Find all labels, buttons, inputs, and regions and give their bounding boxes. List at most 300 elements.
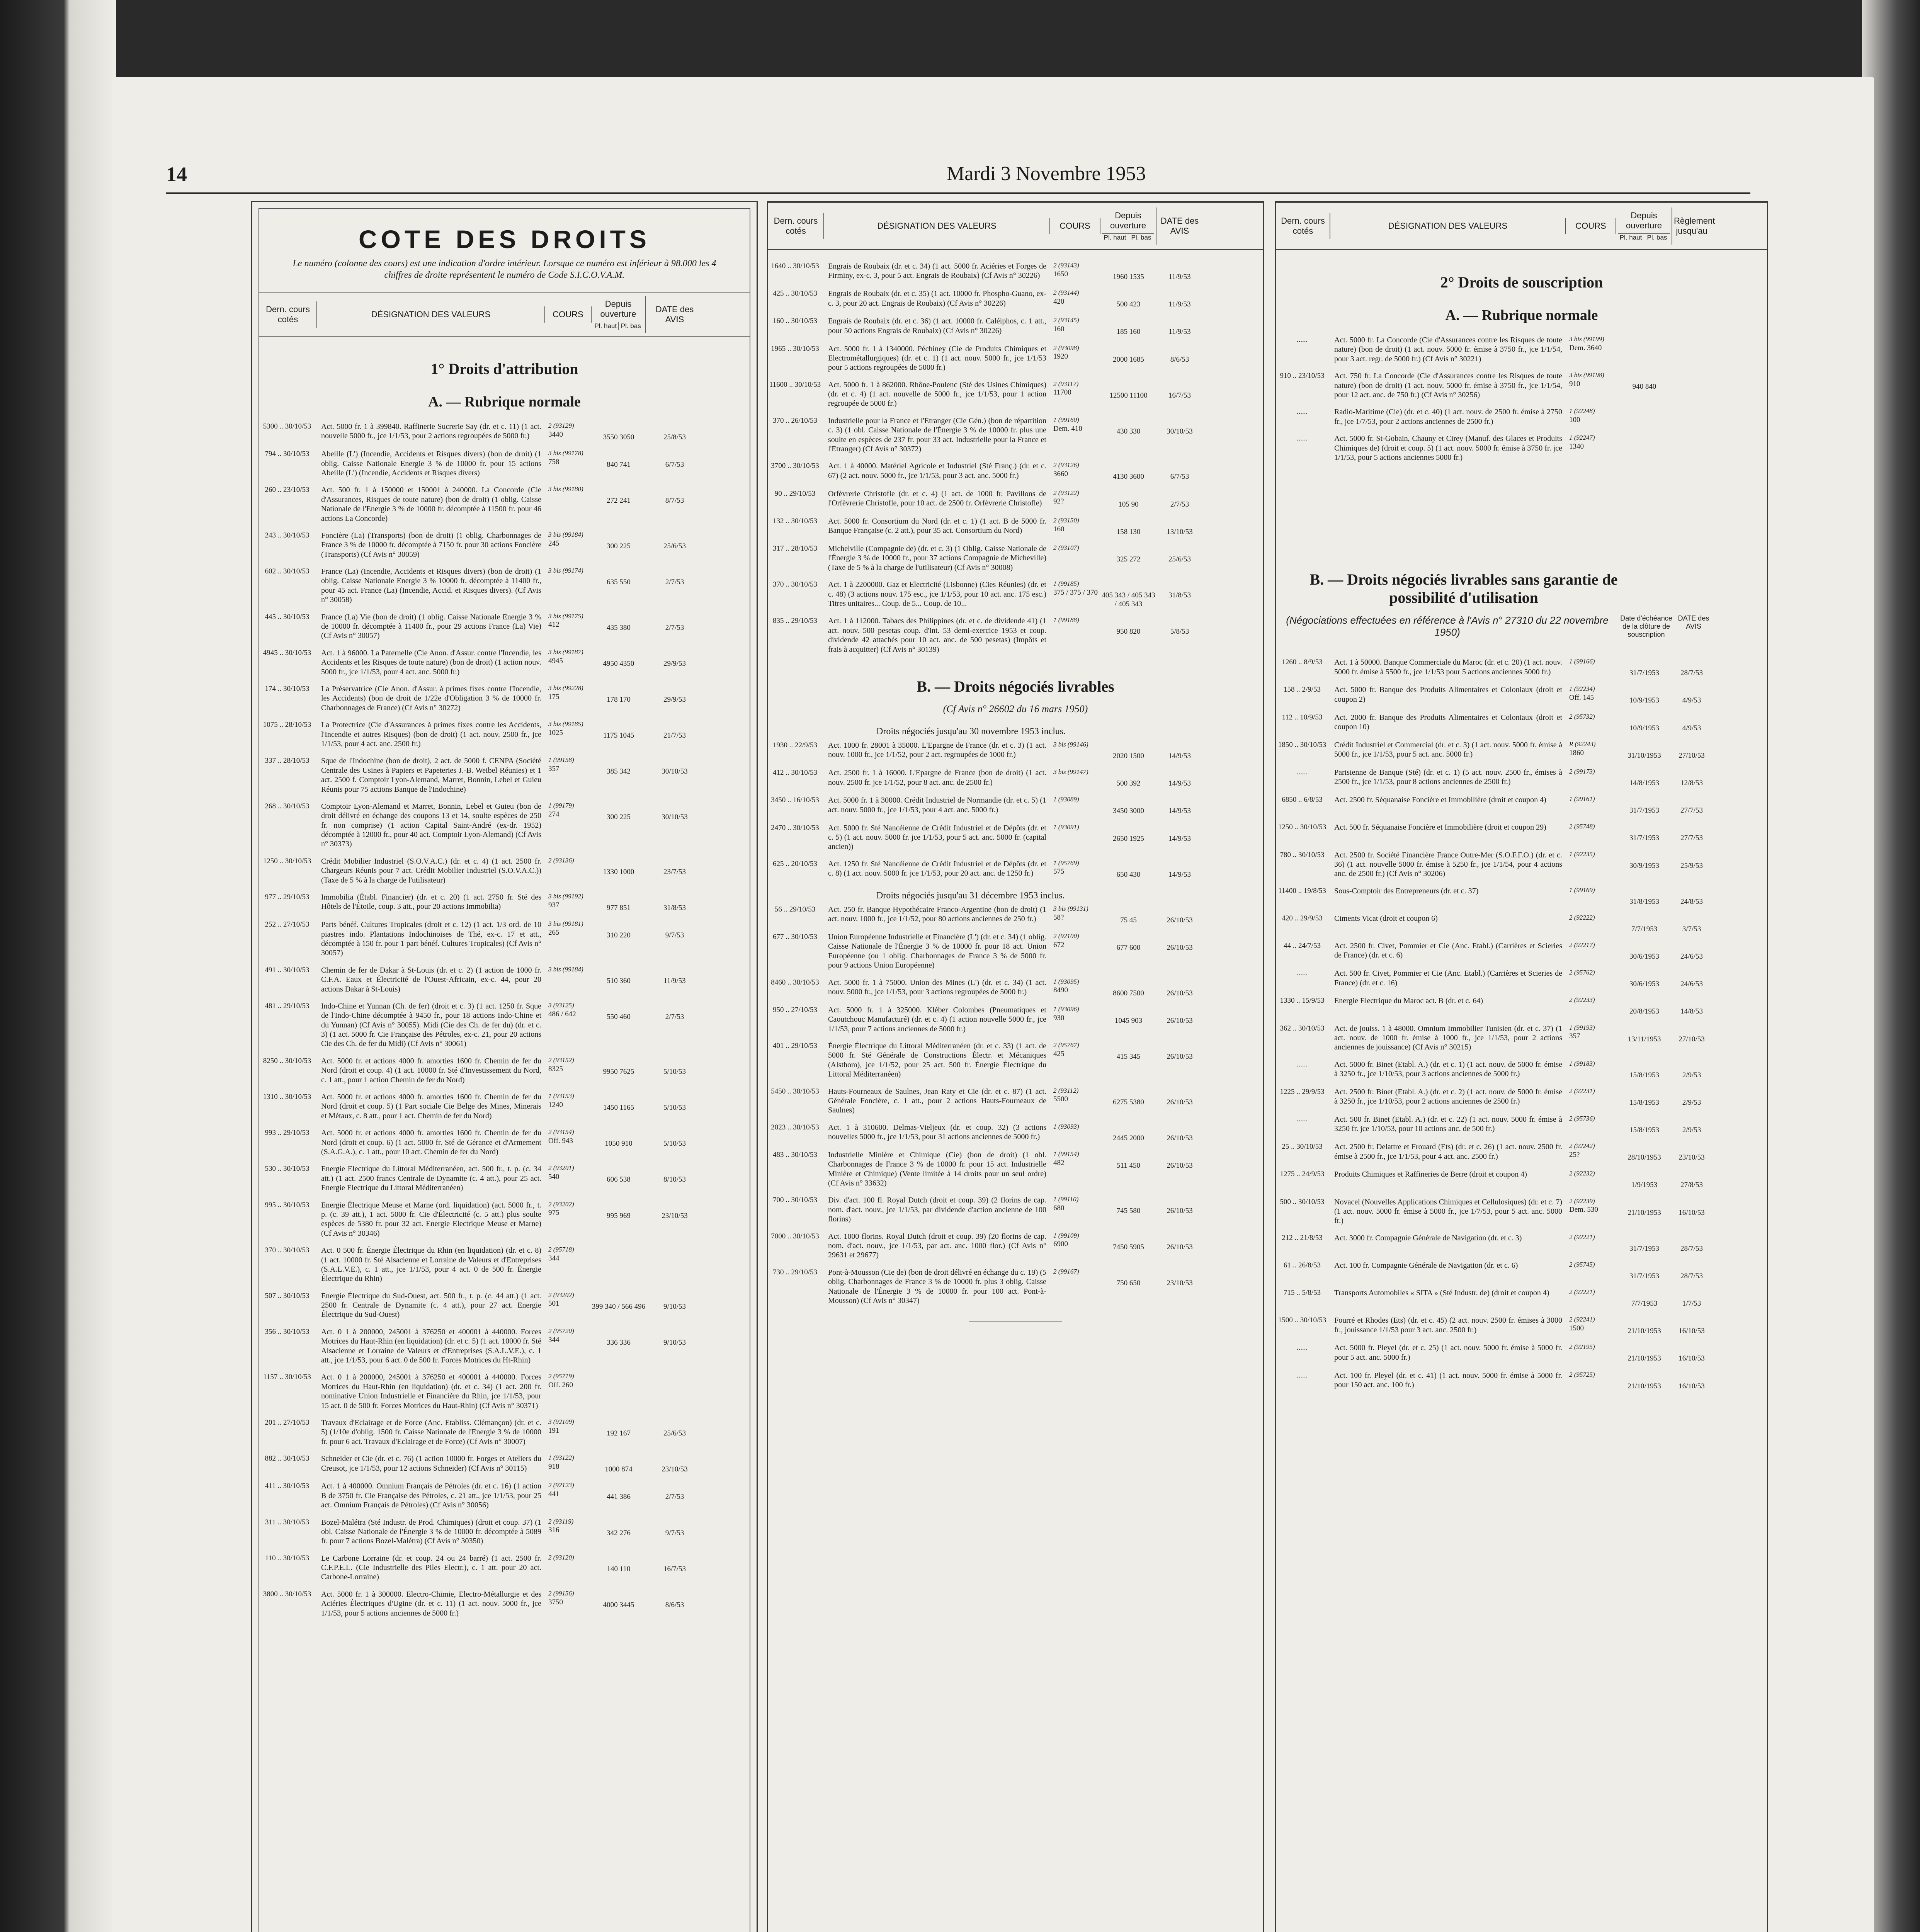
designation: Act. 1000 fr. 28001 à 35000. L'Epargne de France (dr. et c. 3) (1 act. nouv. 1000 fr., jce 1/1/52, pour 2 act. regroupées de 1000 fr.): [828, 741, 1046, 759]
dern-cours: 110 .. 30/10/53: [265, 1554, 310, 1562]
cours-cell: [1566, 1087, 1616, 1107]
code-number: 3 bis (99198): [1569, 371, 1604, 379]
table-header: [768, 202, 1263, 250]
cours-cell: [1566, 658, 1616, 677]
cours-cell: [1566, 914, 1616, 934]
date-avis: 4/9/53: [1682, 724, 1701, 732]
dern-cours: 174 .. 30/10/53: [265, 684, 310, 693]
date-avis: 9/7/53: [665, 1529, 684, 1537]
header-depuis: [1616, 207, 1672, 245]
list-item: [259, 893, 750, 912]
list-item: [259, 485, 750, 523]
dern-cours: 995 .. 30/10/53: [265, 1201, 310, 1209]
dern-cours: 1157 .. 30/10/53: [263, 1373, 311, 1381]
date-avis: 27/8/53: [1680, 1181, 1703, 1189]
cours-cell: [1566, 1343, 1616, 1363]
depuis-ouverture: 300 225: [607, 813, 631, 821]
list-item: [259, 1164, 750, 1192]
cours-value: 1500: [1569, 1324, 1584, 1332]
list-item: [259, 1327, 750, 1365]
cours-value: 910: [1569, 379, 1580, 388]
designation: Hauts-Fourneaux de Saulnes, Jean Raty et Cie (dr. et c. 87) (1 act. Générale Foncière, c. 1 att., pour 2 actions Hauts-Fourneaux de Saulnes): [828, 1087, 1046, 1115]
designation: Parts bénéf. Cultures Tropicales (droit et c. 12) (1 act. 1/3 ord. de 10 piastres indo. Plantations Indochinoises de Thé, ex-c. 17 et att., décomptée à 150 fr. pour 1 part bénéf. Cultures Tropicales) (Cf Avis n° 30057): [321, 920, 541, 957]
date-avis: 12/8/53: [1680, 779, 1703, 787]
depuis-ouverture: 192 167: [607, 1429, 631, 1437]
code-number: 2 (93129): [548, 422, 574, 429]
depuis-ouverture: 606 538: [607, 1175, 631, 1184]
dern-cours: 780 .. 30/10/53: [1280, 850, 1325, 859]
designation: Industrielle Minière et Chimique (Cie) (bon de droit) (1 obl. Charbonnages de France 3 % de 10000 fr. pour 15 act. Industrielle Minière et Chimique) (Vente limitée à 14 droits pour un seul ordre) (Cf Avis n° 33632): [828, 1150, 1046, 1188]
header-depuis-label: Depuis ouverture: [1110, 210, 1146, 231]
code-number: 3 bis (99180): [548, 485, 583, 493]
page-number: 14: [166, 163, 187, 186]
depuis-ouverture: 15/8/1953: [1629, 1098, 1660, 1107]
code-number: 2 (95719): [548, 1372, 574, 1380]
dern-cours: 700 .. 30/10/53: [772, 1196, 818, 1204]
dern-cours: 112 .. 10/9/53: [1282, 713, 1323, 721]
cours-value: 758: [548, 457, 560, 466]
cours-cell: [1566, 768, 1616, 787]
cours-cell: [1050, 580, 1100, 609]
date-avis: 14/9/53: [1168, 752, 1191, 760]
date-avis: 11/9/53: [1168, 273, 1191, 281]
date-avis: 29/9/53: [663, 659, 686, 668]
cours-value: 375 / 375 / 370: [1053, 588, 1098, 597]
dern-cours: 625 .. 20/10/53: [772, 859, 818, 868]
cours-cell: [545, 648, 592, 677]
depuis-ouverture: 31/7/1953: [1629, 806, 1660, 815]
date-avis: 5/10/53: [663, 1104, 686, 1112]
cours-cell: [545, 802, 592, 849]
date-avis: 25/6/53: [663, 1429, 686, 1437]
dern-cours: 5300 .. 30/10/53: [263, 422, 311, 430]
cours-cell: [1050, 768, 1100, 788]
header-pl-haut: Pl. haut: [593, 322, 619, 330]
designation: Act. 5000 fr. St-Gobain, Chauny et Cirey (Manuf. des Glaces et Produits Chimiques de) (droit et coup. 5) (1 act. nouv. 5000 fr. émise à 3750 fr. jce 1/1/53, pour 5 actions anciennes 5000 fr.): [1334, 434, 1562, 462]
designation: Act. 2500 fr. Société Financière France Outre-Mer (S.O.F.F.O.) (dr. et c. 36) (1 act. nouvelle 5000 fr. émise à 5250 fr., jce 1/1/54, pour 4 actions anc. de 2500 fr.) (Cf Avis n° 30206): [1334, 850, 1562, 878]
code-number: 2 (93126): [1053, 461, 1079, 469]
dern-cours: 268 .. 30/10/53: [265, 802, 310, 810]
depuis-ouverture: 336 336: [607, 1338, 631, 1347]
date-avis: 9/7/53: [665, 931, 684, 940]
depuis-ouverture: 1330 1000: [603, 867, 634, 876]
cours-cell: [1050, 544, 1100, 572]
dern-cours: 425 .. 30/10/53: [772, 289, 818, 298]
depuis-ouverture: 21/10/1953: [1627, 1208, 1661, 1217]
dern-cours: 11600 .. 30/10/53: [769, 380, 821, 389]
entries-list: [1276, 658, 1767, 1390]
date-avis: 25/6/53: [1168, 555, 1191, 563]
cours-value: 92?: [1053, 497, 1064, 506]
code-number: 1 (99154): [1053, 1150, 1079, 1158]
depuis-ouverture: 500 423: [1116, 300, 1141, 309]
designation: Act. 750 fr. La Concorde (Cie d'Assurances contre les Risques de toute nature) (bon de droit) (1 act. nouv. 5000 fr. émise à 3750 fr., jce 1/1/54, pour 12 act. anc. de 750 fr.) (Cf Avis n° 30256): [1334, 372, 1562, 399]
dern-cours: 507 .. 30/10/53: [265, 1291, 310, 1300]
list-item: [768, 461, 1263, 481]
date-avis: 5/10/53: [663, 1067, 686, 1076]
cours-cell: [1050, 517, 1100, 536]
cours-cell: [545, 1291, 592, 1320]
designation: Novacel (Nouvelles Applications Chimiques et Cellulosiques) (dr. et c. 7) (1 act. nouv. 5000 fr. émise à 5000 fr., jce 1/7/53, pour 5 act. anc. 5000 fr.): [1334, 1197, 1562, 1225]
dern-cours: 481 .. 29/10/53: [265, 1002, 310, 1010]
code-number: 1 (92247): [1569, 434, 1595, 442]
code-number: R (92243): [1569, 740, 1596, 748]
list-item: [768, 741, 1263, 760]
date-avis: [646, 1246, 704, 1284]
designation: Act. 500 fr. 1 à 150000 et 150001 à 240000. La Concorde (Cie d'Assurances, Risques de toute nature) (bon de droit) (1 oblig. Caisse Nationale de l'Energie 3 % de 10000 fr. décomptée à 11500 fr. pour 46 actions La Concorde): [321, 486, 541, 523]
dern-cours: 11400 .. 19/8/53: [1278, 886, 1326, 895]
dern-cours: 370 .. 30/10/53: [265, 1246, 310, 1255]
list-item: [259, 1454, 750, 1474]
header-date-avis: DATE des AVIS: [1678, 614, 1709, 631]
depuis-ouverture: 31/7/1953: [1629, 1244, 1660, 1253]
depuis-ouverture: 31/8/1953: [1629, 897, 1660, 906]
date-avis: 16/10/53: [1679, 1354, 1705, 1363]
date-avis: 14/9/53: [1168, 834, 1191, 843]
cours-cell: [1566, 1170, 1616, 1189]
list-item: [259, 1291, 750, 1320]
designation: Ciments Vicat (droit et coupon 6): [1334, 914, 1438, 923]
date-avis: 31/8/53: [1168, 591, 1191, 600]
date-avis: 27/7/53: [1680, 834, 1703, 842]
depuis-ouverture: 9950 7625: [603, 1067, 634, 1076]
cours-cell: [545, 684, 592, 713]
cours-cell: [1566, 335, 1616, 364]
designation: Travaux d'Eclairage et de Force (Anc. Etabliss. Clémançon) (dr. et c. 5) (1/10e d'oblig. 1500 fr. Caisse Nationale de l'Energie 3 % de 10000 fr. pour 6 act. Travaux d'Eclairage et de Force) (Cf Avis n° 30007): [321, 1418, 541, 1446]
cours-cell: [1050, 416, 1100, 454]
list-item: [259, 612, 750, 641]
dern-cours: 420 .. 29/9/53: [1282, 914, 1323, 922]
dern-cours: 2023 .. 30/10/53: [771, 1123, 819, 1131]
code-number: 3 bis (99228): [548, 684, 583, 692]
code-number: 2 (93112): [1053, 1087, 1079, 1094]
designation: Act. 5000 fr. La Concorde (Cie d'Assurances contre les Risques de toute nature) (bon de droit) (1 act. nouv. 5000 fr. émise à 3750 fr., jce 1/1/54, pour 3 act. regr. de 5000 fr.) (Cf Avis n° 30221): [1334, 336, 1562, 363]
cours-value: 245: [548, 539, 560, 548]
designation: Crédit Mobilier Industriel (S.O.V.A.C.) (dr. et c. 4) (1 act. 2500 fr. Chargeurs Réunis pour 7 act. Crédit Mobilier Industriel (S.O.V.A.C.)) (Taxe de 5 % à la charge de l'utilisateur): [321, 857, 541, 884]
cours-cell: [1566, 823, 1616, 842]
date-avis: 26/10/53: [1167, 944, 1193, 952]
dern-cours: 1250 .. 30/10/53: [1278, 823, 1326, 832]
cours-cell: [1566, 1288, 1616, 1308]
depuis-ouverture: 399 340 / 566 496: [592, 1302, 646, 1311]
code-number: 1 (93153): [548, 1092, 574, 1100]
depuis-ouverture: 31/10/1953: [1627, 751, 1661, 760]
code-number: 1 (99185): [1053, 580, 1079, 588]
dern-cours: 201 .. 27/10/53: [265, 1418, 310, 1427]
depuis-ouverture: 75 45: [1120, 916, 1137, 924]
date-avis: 6/7/53: [1170, 473, 1189, 481]
depuis-ouverture: 995 969: [607, 1211, 631, 1220]
depuis-ouverture: 30/9/1953: [1629, 861, 1660, 870]
cours-value: 575: [1053, 867, 1065, 876]
depuis-ouverture: 1175 1045: [603, 731, 634, 740]
designation: Act. 5000 fr. Consortium du Nord (dr. et c. 1) (1 act. B de 5000 fr. Banque Française (c. 2 att.), pour 35 act. Consortium du Nord): [828, 517, 1046, 535]
depuis-ouverture: 3550 3050: [603, 433, 634, 441]
date-avis: 26/10/53: [1167, 916, 1193, 924]
designation: Schneider et Cie (dr. et c. 76) (1 action 10000 fr. Forges et Ateliers du Creusot, jce 1/1/53, pour 12 actions Schneider) (Cf Avis n° 30115): [321, 1454, 541, 1473]
code-number: 2 (95745): [1569, 1260, 1595, 1268]
list-item: [768, 616, 1263, 654]
cours-cell: [1566, 1060, 1616, 1080]
cours-cell: [545, 966, 592, 994]
cours-cell: [1050, 489, 1100, 509]
list-item: [1276, 1371, 1767, 1391]
depuis-ouverture: 2650 1925: [1113, 834, 1144, 843]
list-item: [259, 1246, 750, 1284]
depuis-ouverture: [592, 1372, 646, 1410]
list-item: [1276, 1343, 1767, 1363]
date-avis: 24/6/53: [1680, 980, 1703, 988]
cours-value: 175: [548, 692, 560, 701]
list-item: [259, 449, 750, 478]
page-date: Mardi 3 Novembre 1953: [947, 163, 1146, 185]
designation: Act. 5000 fr. et actions 4000 fr. amorties 1600 fr. Chemin de fer du Nord (droit et coup. 6) (1 act. 5000 fr. Sté de Gérance et d'Armement (S.A.G.A.), c. 1 att., pour 10 act. Chemin de fer du Nord): [321, 1129, 541, 1156]
header-dern: Dern. cours cotés: [259, 301, 317, 328]
list-item: [1276, 914, 1767, 934]
list-item: [259, 756, 750, 794]
code-number: 2 (93098): [1053, 344, 1079, 352]
cours-cell: [545, 756, 592, 794]
cours-value: 3660: [1053, 470, 1068, 478]
designation: Act. 1250 fr. Sté Nancéienne de Crédit Industriel et de Dépôts (dr. et c. 8) (1 act. nouv. 5000 fr. jce 1/1/53, pour 20 act. anc. de 1250 fr.): [828, 859, 1046, 878]
date-avis: 11/9/53: [1168, 328, 1191, 336]
list-item: [768, 768, 1263, 788]
page-header: [166, 162, 1789, 193]
depuis-ouverture: 15/8/1953: [1629, 1126, 1660, 1134]
code-number: 2 (93136): [548, 856, 574, 864]
designation: Industrielle pour la France et l'Etranger (Cie Gén.) (bon de répartition c. 3) (1 obl. Caisse Nationale de l'Énergie 3 % de 10000 fr. plus une soulte en espèces de 237 fr. pour 33 act. Industrielle pour la France et l'Etranger) (Cf Avis n° 30372): [828, 416, 1046, 454]
depuis-ouverture: 140 110: [607, 1565, 631, 1573]
code-number: 3 bis (99184): [548, 531, 583, 538]
depuis-ouverture: 510 360: [607, 976, 631, 985]
cours-cell: [1566, 434, 1616, 462]
code-number: 1 (99179): [548, 801, 574, 809]
code-number: 1 (95769): [1053, 859, 1079, 867]
designation: Énergie Électrique du Littoral Méditerranéen (dr. et c. 33) (1 act. de 5000 fr. Sté Générale de Constructions Électr. et Mécaniques (Alsthom), jce 1/1/52, pour 25 act. 500 fr. Énergie Électrique du Littoral Méditerranéen): [828, 1041, 1046, 1079]
designation: Act. 5000 fr. 1 à 399840. Raffinerie Sucrerie Say (dr. et c. 11) (1 act. nouvelle 5000 fr., jce 1/1/53, pour 2 actions regroupées de 5000 fr.): [321, 422, 541, 440]
cours-value: 486 / 642: [548, 1010, 576, 1018]
depuis-ouverture: 950 820: [1116, 628, 1141, 636]
cours-cell: [1566, 969, 1616, 988]
header-dern: Dern. cours cotés: [1276, 213, 1330, 240]
cours-cell: [1566, 1115, 1616, 1134]
cours-value: 191: [548, 1426, 560, 1435]
cours-cell: [1566, 850, 1616, 879]
code-number: 2 (93143): [1053, 262, 1079, 269]
dern-cours: 243 .. 30/10/53: [265, 531, 310, 539]
depuis-ouverture: 12500 11100: [1109, 391, 1148, 400]
dern-cours: 445 .. 30/10/53: [265, 612, 310, 621]
cours-value: 672: [1053, 940, 1065, 949]
dern-cours: 8250 .. 30/10/53: [263, 1056, 311, 1065]
cours-cell: [545, 1246, 592, 1284]
code-number: 2 (93145): [1053, 316, 1079, 324]
depuis-ouverture: 10/9/1953: [1629, 724, 1660, 732]
cours-value: 3750: [548, 1598, 563, 1606]
code-number: 1 (99109): [1053, 1231, 1079, 1239]
date-avis: 14/9/53: [1168, 870, 1191, 879]
cours-cell: [1050, 616, 1100, 654]
dern-cours: ......: [1296, 336, 1308, 344]
dern-cours: 1250 .. 30/10/53: [263, 857, 311, 865]
list-item: [1276, 768, 1767, 787]
code-number: 2 (93120): [548, 1553, 574, 1561]
depuis-ouverture: 31/7/1953: [1629, 834, 1660, 842]
designation: La Protectrice (Cie d'Assurances à primes fixes contre les Accidents, l'Incendie et autres Risques) (bon de droit) (1 act. nouv. 2500 fr., jce 1/1/53, pour 4 act. anc. 2500 fr.): [321, 721, 541, 748]
depuis-ouverture: 1000 874: [605, 1465, 633, 1474]
header-cours: COURS: [1050, 218, 1100, 234]
depuis-ouverture: 677 600: [1116, 944, 1141, 952]
list-item: [1276, 1142, 1767, 1162]
cours-cell: [545, 1002, 592, 1049]
depuis-ouverture: 940 840: [1632, 383, 1656, 391]
cours-value: Off. 943: [548, 1136, 573, 1145]
cours-value: 937: [548, 901, 560, 909]
code-number: 2 (92231): [1569, 1087, 1595, 1095]
header-pl-haut: Pl. haut: [1102, 234, 1128, 242]
date-avis: 26/10/53: [1167, 1243, 1193, 1251]
dern-cours: 835 .. 29/10/53: [772, 617, 818, 625]
list-item: [259, 684, 750, 713]
date-avis: 2/9/53: [1682, 1126, 1701, 1134]
subsection-title: A. — Rubrique normale: [428, 394, 581, 410]
code-number: 1 (99193): [1569, 1024, 1595, 1031]
designation: Div. d'act. 100 fl. Royal Dutch (droit et coup. 39) (2 florins de cap. nom. d'act. nouv., jce 1/1/53, par dividende d'action ancienne de 100 florins): [828, 1196, 1046, 1224]
cours-cell: [1566, 740, 1616, 760]
code-number: 3 bis (99199): [1569, 335, 1604, 343]
depuis-ouverture: 2445 2000: [1113, 1134, 1144, 1142]
date-avis: 16/10/53: [1679, 1208, 1705, 1217]
date-avis: 28/7/53: [1680, 1272, 1703, 1280]
cours-cell: [545, 567, 592, 605]
cours-cell: [545, 1518, 592, 1546]
depuis-ouverture: 10/9/1953: [1629, 696, 1660, 705]
date-avis: 23/10/53: [662, 1211, 688, 1220]
cours-value: 1340: [1569, 442, 1584, 451]
cours-value: 6900: [1053, 1240, 1068, 1248]
depuis-ouverture: 1960 1535: [1113, 273, 1144, 281]
cours-value: 3440: [548, 430, 563, 439]
code-number: 2 (92217): [1569, 941, 1595, 949]
cours-cell: [1050, 796, 1100, 815]
depuis-ouverture: 31/7/1953: [1629, 669, 1660, 677]
cours-cell: [1050, 289, 1100, 309]
designation: Engrais de Roubaix (dr. et c. 35) (1 act. 10000 fr. Phospho-Guano, ex-c. 3, pour 20 act. Engrais de Roubaix) (Cf Avis n° 30226): [828, 289, 1046, 308]
entries-list: [768, 905, 1263, 1305]
cours-cell: [545, 1327, 592, 1365]
list-item: [768, 1041, 1263, 1079]
cours-value: Off. 145: [1569, 694, 1594, 702]
header-reglement: Règlement jusqu'au: [1674, 216, 1715, 236]
code-number: 1 (93122): [548, 1454, 574, 1462]
designation: Fourré et Rhodes (Ets) (dr. et c. 45) (2 act. nouv. 2500 fr. émises à 3000 fr., jouissance 1/1/53 pour 3 act. anc. 2500 fr.): [1334, 1316, 1562, 1334]
cours-cell: [1050, 741, 1100, 760]
cours-value: 425: [1053, 1049, 1065, 1058]
date-avis: 2/7/53: [665, 623, 684, 632]
code-number: 2 (93107): [1053, 544, 1079, 551]
designation: Sous-Comptoir des Entrepreneurs (dr. et c. 37): [1334, 886, 1479, 895]
dern-cours: 1500 .. 30/10/53: [1278, 1316, 1326, 1325]
depuis-ouverture: 840 741: [607, 461, 631, 469]
cours-cell: [545, 449, 592, 478]
list-item: [1276, 795, 1767, 815]
cours-cell: [1566, 1261, 1616, 1281]
cours-value: 482: [1053, 1158, 1065, 1167]
code-number: 3 bis (99174): [548, 567, 583, 575]
depuis-ouverture: 3450 3000: [1113, 807, 1144, 815]
list-item: [1276, 1115, 1767, 1134]
date-avis: 5/8/53: [1170, 628, 1189, 636]
list-item: [768, 1196, 1263, 1224]
depuis-ouverture: 441 386: [607, 1493, 631, 1501]
dern-cours: 602 .. 30/10/53: [265, 567, 310, 576]
cours-cell: [1566, 1371, 1616, 1391]
list-item: [259, 920, 750, 958]
depuis-ouverture: 2020 1500: [1113, 752, 1144, 760]
dern-cours: 6850 .. 6/8/53: [1282, 796, 1323, 804]
cours-value: 930: [1053, 1014, 1065, 1022]
designation: Indo-Chine et Yunnan (Ch. de fer) (droit et c. 3) (1 act. 1250 fr. Sque de l'Indo-Chine décomptée à 9450 fr., pour 18 actions Indo-Chine et du Yunnan) (Cf Avis n° 30055). Midi (Cie des Ch. de fer du) (dr. et c. 3) (1 act. 5000 fr. Cie Française des Pétroles, ex-c. 21, pour 20 actions Cie des Ch. de fer du Midi) (Cf Avis n° 30061): [321, 1002, 541, 1048]
date-avis: 4/9/53: [1682, 696, 1701, 705]
dern-cours: 1640 .. 30/10/53: [771, 262, 819, 270]
date-avis: 28/7/53: [1680, 1244, 1703, 1253]
date-avis: 16/7/53: [1168, 391, 1191, 400]
date-avis: 23/10/53: [1167, 1279, 1193, 1287]
dern-cours: 212 .. 21/8/53: [1282, 1233, 1323, 1242]
list-item: [1276, 1233, 1767, 1253]
depuis-ouverture: 7450 5905: [1113, 1243, 1144, 1251]
designation: Act. 1 à 50000. Banque Commerciale du Maroc (dr. et c. 20) (1 act. nouv. 5000 fr. émise à 5500 fr., jce 1/1/53 pour 5 actions anciennes 5000 fr.): [1334, 658, 1562, 676]
dern-cours: 311 .. 30/10/53: [265, 1518, 310, 1526]
depuis-ouverture: 7/7/1953: [1631, 1299, 1658, 1308]
list-item: [259, 422, 750, 442]
dern-cours: 25 .. 30/10/53: [1282, 1143, 1323, 1151]
list-item: [259, 1128, 750, 1156]
cours-cell: [1050, 1150, 1100, 1188]
cours-cell: [1050, 1232, 1100, 1260]
depuis-ouverture: 8600 7500: [1113, 989, 1144, 997]
dern-cours: 90 .. 29/10/53: [774, 489, 816, 498]
entries-list: [768, 741, 1263, 879]
cours-cell: [1050, 1196, 1100, 1224]
date-avis: 30/10/53: [662, 813, 688, 821]
list-item: [768, 517, 1263, 536]
entries-list: [768, 262, 1263, 654]
depuis-ouverture: 342 276: [607, 1529, 631, 1537]
dern-cours: 317 .. 28/10/53: [772, 544, 818, 553]
depuis-ouverture: 13/11/1953: [1627, 1035, 1661, 1043]
code-number: 3 (93125): [548, 1001, 574, 1009]
header-designation: DÉSIGNATION DES VALEURS: [824, 218, 1050, 234]
cours-value: 412: [548, 621, 560, 629]
cours-value: 501: [548, 1299, 560, 1308]
cours-value: 441: [548, 1490, 560, 1498]
list-item: [1276, 850, 1767, 879]
dern-cours: 1310 .. 30/10/53: [263, 1093, 311, 1101]
cours-cell: [1050, 823, 1100, 852]
code-number: 1 (92235): [1569, 850, 1595, 858]
cours-value: 420: [1053, 297, 1065, 306]
list-item: [259, 1372, 750, 1410]
date-avis: 27/10/53: [1679, 1035, 1705, 1043]
subsection-title: A. — Rubrique normale: [1445, 307, 1598, 323]
list-item: [768, 905, 1263, 925]
cours-cell: [545, 1590, 592, 1618]
list-item: [259, 1590, 750, 1618]
header-date: DATE des AVIS: [1160, 216, 1199, 236]
dern-cours: 370 .. 26/10/53: [772, 416, 818, 425]
dern-cours: ......: [1296, 1115, 1308, 1124]
